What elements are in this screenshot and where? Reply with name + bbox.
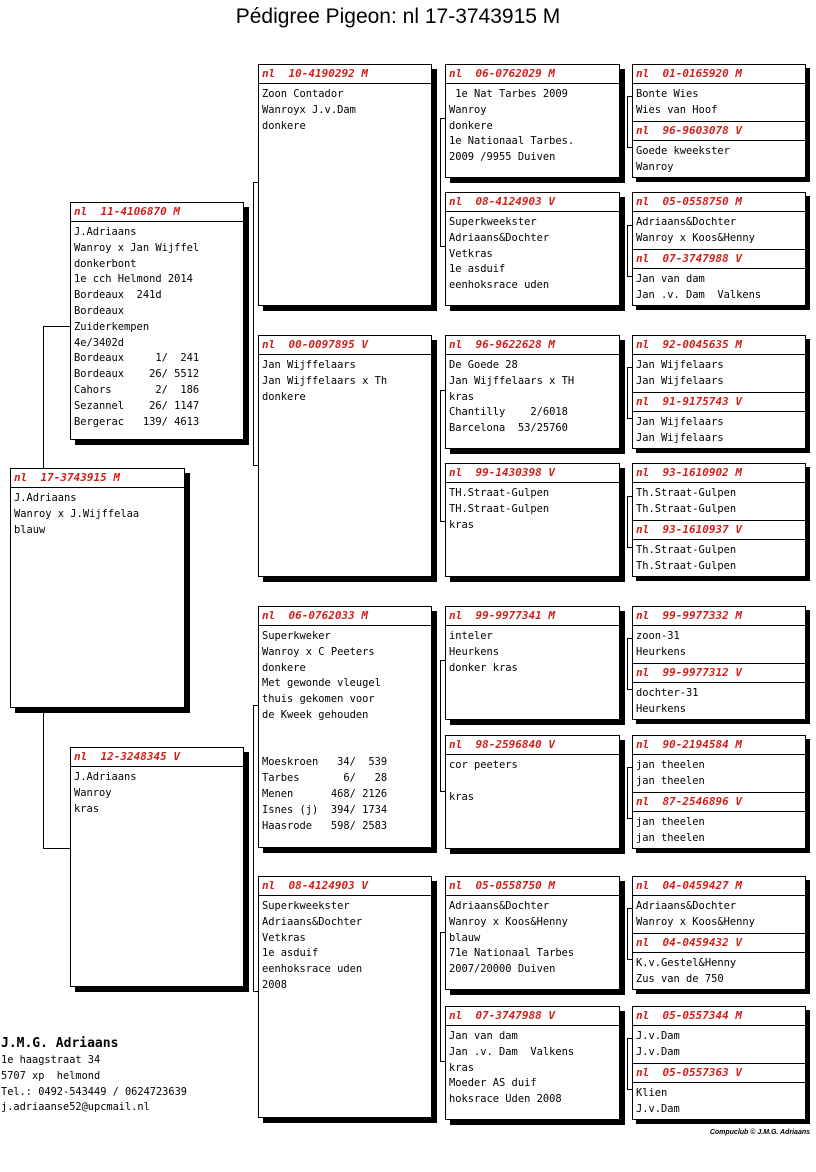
- pigeon-info-line: Bordeaux: [74, 304, 125, 317]
- pigeon-info-line: jan theelen: [636, 774, 705, 787]
- pigeon-info-line: Wanroy x C Peeters: [262, 645, 375, 658]
- ring-number: nl 10-4190292 M: [259, 65, 431, 84]
- pigeon-info-line: J.Adriaans: [74, 226, 137, 238]
- pigeon-info-line: donkere: [449, 119, 493, 132]
- pigeon-info-line: J.Adriaans: [74, 771, 137, 783]
- pigeon-info-line: Th.Straat-Gulpen: [636, 502, 737, 515]
- box-gen4: [632, 64, 806, 122]
- pigeon-info-line: zoon-31: [636, 630, 680, 642]
- pigeon-info-line: Wies van Hoof: [636, 103, 718, 116]
- owner-address: 1e haagstraat 34: [1, 1054, 101, 1066]
- pigeon-info-line: Wanroy x Koos&Henny: [636, 915, 755, 928]
- owner-email: j.adriaanse52@upcmail.nl: [1, 1101, 150, 1114]
- box-gen3: [445, 735, 620, 849]
- box-gen3: [445, 463, 620, 577]
- pigeon-info-line: Adriaans&Dochter: [449, 900, 550, 912]
- pigeon-info-line: Th.Straat-Gulpen: [636, 544, 737, 556]
- pigeon-info-line: blauw: [14, 523, 46, 536]
- pigeon-info-line: Jan Wijffelaars x TH: [449, 374, 575, 387]
- pigeon-info-line: Wanroy: [636, 160, 674, 173]
- pigeon-info-line: Jan Wijfelaars: [636, 374, 724, 387]
- pigeon-info-line: [449, 774, 619, 790]
- pigeon-info-line: jan theelen: [636, 759, 705, 771]
- box-gen3: [445, 606, 620, 720]
- pigeon-info-line: 1e Nat Tarbes 2009: [449, 88, 568, 100]
- pigeon-info-line: Cahors 2/ 186: [74, 383, 200, 396]
- pigeon-info-line: Superkweker: [262, 630, 331, 642]
- pigeon-info-line: Jan Wijfelaars: [636, 416, 724, 428]
- box-gen4: [632, 663, 806, 720]
- ring-number: nl 96-9603078 V: [633, 122, 805, 141]
- ring-number: nl 07-3747988 V: [633, 250, 805, 269]
- pigeon-info-line: J.v.Dam: [636, 1102, 680, 1115]
- pigeon-info-line: hoksrace Uden 2008: [449, 1093, 562, 1106]
- pigeon-info-line: Bergerac 139/ 4613: [74, 415, 200, 428]
- ring-number: nl 07-3747988 V: [446, 1007, 619, 1026]
- pigeon-info-line: dochter-31: [636, 687, 699, 699]
- box-gen4: [632, 606, 806, 664]
- owner-phone: Tel.: 0492-543449 / 0624723639: [1, 1085, 187, 1098]
- box-gen4: [632, 249, 806, 306]
- pigeon-info-line: 1e Nationaal Tarbes.: [449, 135, 575, 148]
- ring-number: nl 05-0557344 M: [633, 1007, 805, 1026]
- ring-number: nl 99-9977332 M: [633, 607, 805, 626]
- pigeon-info-line: Bordeaux 26/ 5512: [74, 368, 200, 381]
- ring-number: nl 01-0165920 M: [633, 65, 805, 84]
- pigeon-info-line: Tarbes 6/ 28: [262, 772, 388, 785]
- pigeon-info-line: Bordeaux 241d: [74, 289, 162, 302]
- page-title: Pédigree Pigeon: nl 17-3743915 M: [235, 5, 561, 28]
- ring-number: nl 08-4124903 V: [446, 193, 619, 212]
- pigeon-info-line: kras: [449, 790, 475, 803]
- pigeon-info-line: [262, 740, 431, 756]
- ring-number: nl 17-3743915 M: [11, 469, 184, 488]
- pigeon-info-line: kras: [449, 518, 475, 531]
- pigeon-info-line: kras: [449, 1061, 475, 1074]
- pigeon-info-line: J.Adriaans: [14, 492, 77, 504]
- pigeon-info-line: 4e/3402d: [74, 336, 125, 349]
- ring-number: nl 98-2596840 V: [446, 736, 619, 755]
- pigeon-info-line: Goede kweekster: [636, 145, 730, 157]
- pigeon-info-line: eenhoksrace uden: [449, 279, 550, 292]
- ring-number: nl 87-2546896 V: [633, 793, 805, 812]
- connector: [43, 708, 72, 849]
- ring-number: nl 04-0459427 M: [633, 877, 805, 896]
- pigeon-info-line: TH.Straat-Gulpen: [449, 487, 550, 499]
- pigeon-info-line: De Goede 28: [449, 359, 518, 371]
- ring-number: nl 05-0558750 M: [446, 877, 619, 896]
- pigeon-info-line: Heurkens: [636, 702, 687, 715]
- pigeon-info-line: donkere: [262, 661, 306, 674]
- ring-number: nl 11-4106870 M: [71, 203, 243, 222]
- pigeon-info-line: Zuiderkempen: [74, 320, 150, 333]
- pigeon-info-line: jan theelen: [636, 816, 705, 828]
- box-gen4: [632, 1063, 806, 1120]
- pigeon-info-line: Jan van dam: [449, 1030, 518, 1042]
- pigeon-info-line: donkere: [262, 119, 306, 132]
- box-gen3: [445, 64, 620, 178]
- box-gen2: [258, 606, 432, 848]
- pigeon-info-line: Adriaans&Dochter: [636, 900, 737, 912]
- box-gen2: [258, 335, 432, 577]
- pigeon-info-line: Jan Wijffelaars x Th: [262, 374, 388, 387]
- pigeon-info-line: 2007/20000 Duiven: [449, 963, 556, 976]
- pigeon-info-line: de Kweek gehouden: [262, 708, 369, 721]
- pigeon-info-line: cor peeters: [449, 759, 518, 771]
- pigeon-info-line: jan theelen: [636, 831, 705, 844]
- pigeon-info-line: donker kras: [449, 661, 518, 674]
- ring-number: nl 93-1610902 M: [633, 464, 805, 483]
- pigeon-info-line: Adriaans&Dochter: [449, 231, 550, 244]
- box-gen4: [632, 735, 806, 793]
- pigeon-info-line: Wanroy x J.Wijffelaa: [14, 507, 140, 520]
- pigeon-info-line: Th.Straat-Gulpen: [636, 487, 737, 499]
- pigeon-info-line: Klien: [636, 1087, 668, 1099]
- pigeon-info-line: 2008: [262, 978, 288, 991]
- pigeon-info-line: Isnes (j) 394/ 1734: [262, 803, 388, 816]
- pigeon-info-line: Chantilly 2/6018: [449, 406, 568, 419]
- pigeon-info-line: Adriaans&Dochter: [636, 216, 737, 228]
- pigeon-info-line: Heurkens: [449, 645, 500, 658]
- box-gen4: [632, 933, 806, 990]
- ring-number: nl 93-1610937 V: [633, 521, 805, 540]
- box-gen4: [632, 392, 806, 449]
- pigeon-info-line: [262, 724, 431, 740]
- box-gen4: [632, 463, 806, 521]
- ring-number: nl 06-0762029 M: [446, 65, 619, 84]
- pigeon-info-line: Bordeaux 1/ 241: [74, 352, 200, 365]
- pigeon-info-line: donkerbont: [74, 257, 137, 270]
- box-gen3: [445, 335, 620, 449]
- box-gen4: [632, 335, 806, 393]
- ring-number: nl 06-0762033 M: [259, 607, 431, 626]
- ring-number: nl 00-0097895 V: [259, 336, 431, 355]
- owner-name: J.M.G. Adriaans: [1, 1036, 119, 1051]
- pigeon-info-line: Adriaans&Dochter: [262, 915, 363, 928]
- pigeon-info-line: Moeder AS duif: [449, 1077, 537, 1090]
- pigeon-info-line: 71e Nationaal Tarbes: [449, 947, 575, 960]
- pigeon-info-line: Vetkras: [449, 247, 493, 260]
- box-gen2: [258, 64, 432, 306]
- pigeon-info-line: blauw: [449, 931, 481, 944]
- pigeon-info-line: Bonte Wies: [636, 88, 699, 100]
- pigeon-info-line: Vetkras: [262, 931, 306, 944]
- pigeon-info-line: Wanroy x Koos&Henny: [636, 231, 755, 244]
- pigeon-info-line: Wanroy x Koos&Henny: [449, 915, 568, 928]
- ring-number: nl 92-0045635 M: [633, 336, 805, 355]
- pigeon-info-line: K.v.Gestel&Henny: [636, 957, 737, 969]
- pigeon-info-line: Wanroy x Jan Wijffel: [74, 241, 200, 254]
- box-gen4: [632, 792, 806, 849]
- pigeon-info-line: Menen 468/ 2126: [262, 787, 388, 800]
- pigeon-info-line: Jan .v. Dam Valkens: [449, 1045, 575, 1058]
- pigeon-info-line: eenhoksrace uden: [262, 963, 363, 976]
- dam-box: [70, 747, 244, 987]
- pigeon-info-line: Barcelona 53/25760: [449, 422, 568, 435]
- pigeon-info-line: 1e asduif: [262, 947, 319, 960]
- box-gen4: [632, 1006, 806, 1064]
- pigeon-info-line: J.v.Dam: [636, 1030, 680, 1042]
- subject-box: [10, 468, 185, 708]
- pigeon-info-line: inteler: [449, 630, 493, 642]
- ring-number: nl 05-0558750 M: [633, 193, 805, 212]
- pigeon-info-line: Sezannel 26/ 1147: [74, 399, 200, 412]
- pigeon-info-line: Jan Wijfelaars: [636, 359, 724, 371]
- pigeon-info-line: TH.Straat-Gulpen: [449, 502, 550, 515]
- ring-number: nl 12-3248345 V: [71, 748, 243, 767]
- pigeon-info-line: 1e asduif: [449, 263, 506, 276]
- pigeon-info-line: Moeskroen 34/ 539: [262, 756, 388, 769]
- pigeon-info-line: kras: [74, 802, 100, 815]
- pigeon-info-line: thuis gekomen voor: [262, 693, 375, 706]
- footer-credit: Compuclub © J.M.G. Adriaans: [709, 1129, 810, 1136]
- owner-city: 5707 xp helmond: [1, 1069, 101, 1082]
- ring-number: nl 99-9977312 V: [633, 664, 805, 683]
- sire-box: [70, 202, 244, 440]
- owner-info: [1, 1035, 187, 1116]
- ring-number: nl 99-1430398 V: [446, 464, 619, 483]
- pigeon-info-line: J.v.Dam: [636, 1045, 680, 1058]
- pigeon-info-line: 1e cch Helmond 2014: [74, 273, 193, 286]
- box-gen2: [258, 876, 432, 1118]
- pigeon-info-line: Jan Wijffelaars: [262, 359, 356, 371]
- pigeon-info-line: Jan Wijfelaars: [636, 431, 724, 444]
- box-gen3: [445, 192, 620, 306]
- connector: [43, 326, 72, 469]
- ring-number: nl 04-0459432 V: [633, 934, 805, 953]
- box-gen4: [632, 876, 806, 934]
- pigeon-info-line: Wanroy: [449, 103, 487, 116]
- pigeon-info-line: donkere: [262, 390, 306, 403]
- pigeon-info-line: 2009 /9955 Duiven: [449, 151, 556, 164]
- pigeon-info-line: Zoon Contador: [262, 88, 344, 100]
- box-gen4: [632, 520, 806, 577]
- ring-number: nl 91-9175743 V: [633, 393, 805, 412]
- ring-number: nl 90-2194584 M: [633, 736, 805, 755]
- box-gen3: [445, 876, 620, 990]
- pigeon-info-line: Wanroyx J.v.Dam: [262, 103, 356, 116]
- pigeon-info-line: Wanroy: [74, 786, 112, 799]
- pigeon-info-line: Jan van dam: [636, 273, 705, 285]
- box-gen3: [445, 1006, 620, 1120]
- ring-number: nl 05-0557363 V: [633, 1064, 805, 1083]
- box-gen4: [632, 192, 806, 250]
- pigeon-info-line: Jan .v. Dam Valkens: [636, 288, 762, 301]
- pigeon-info-line: Th.Straat-Gulpen: [636, 559, 737, 572]
- pigeon-info-line: Superkweekster: [262, 900, 350, 912]
- pigeon-info-line: Heurkens: [636, 645, 687, 658]
- pigeon-info-line: kras: [449, 390, 475, 403]
- box-gen4: [632, 121, 806, 178]
- pigeon-info-line: Met gewonde vleugel: [262, 677, 381, 690]
- pigeon-info-line: Superkweekster: [449, 216, 537, 228]
- ring-number: nl 99-9977341 M: [446, 607, 619, 626]
- ring-number: nl 08-4124903 V: [259, 877, 431, 896]
- ring-number: nl 96-9622628 M: [446, 336, 619, 355]
- pigeon-info-line: Haasrode 598/ 2583: [262, 819, 388, 832]
- pigeon-info-line: Zus van de 750: [636, 972, 724, 985]
